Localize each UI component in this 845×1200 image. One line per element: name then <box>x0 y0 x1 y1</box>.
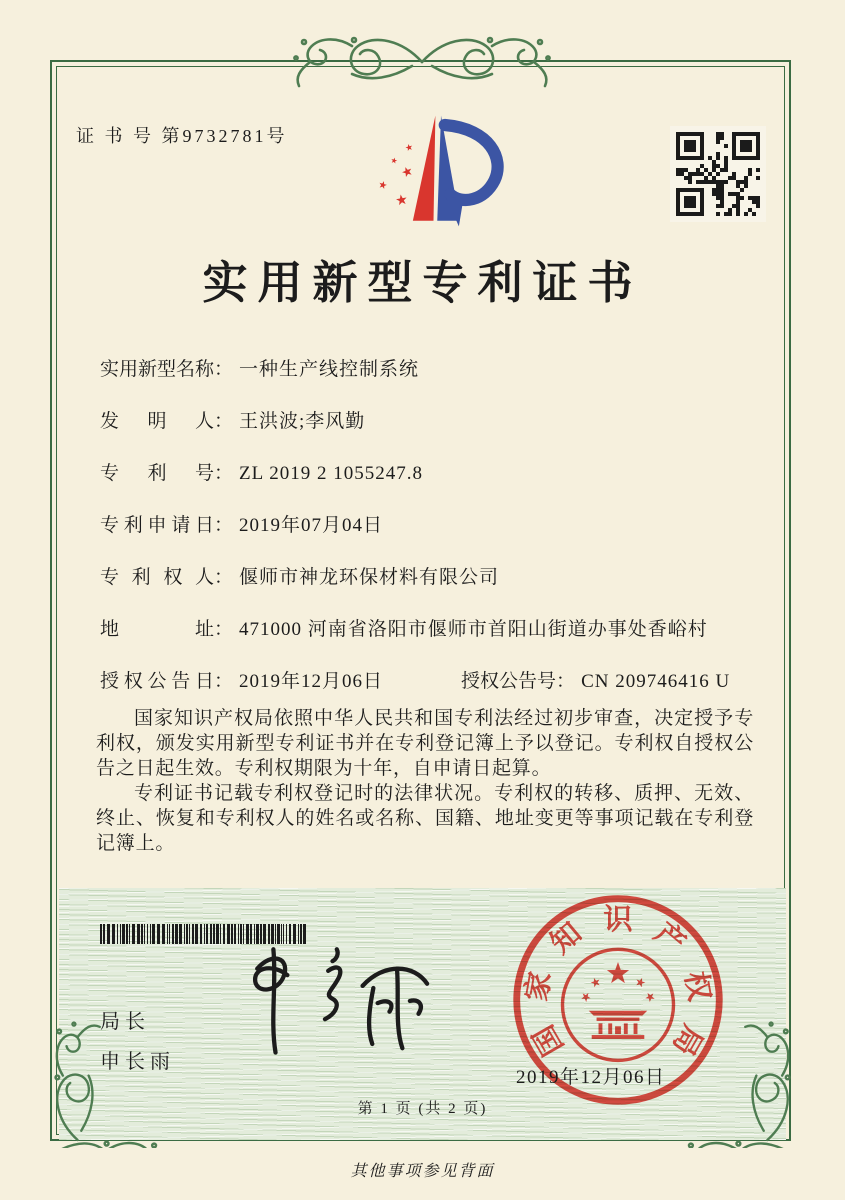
field-label: 专利号 <box>100 463 214 484</box>
field-value: 偃师市神龙环保材料有限公司 <box>239 567 500 588</box>
field-row: 专利号 ： ZL 2019 2 1055247.8 <box>100 463 424 484</box>
handwritten-signature-icon <box>225 938 440 1066</box>
signer-block <box>100 1002 175 1082</box>
field-value: ZL 2019 2 1055247.8 <box>239 463 424 484</box>
logo-stars-icon <box>378 143 413 205</box>
grant-number-label: 授权公告号 <box>461 671 557 692</box>
field-row: 实用新型名称 ： 一种生产线控制系统 <box>100 359 420 380</box>
svg-text:局: 局 <box>665 1019 709 1061</box>
grant-number: CN 209746416 U <box>581 671 731 692</box>
field-label: 专利权人 <box>100 567 214 588</box>
signer-name: 申长雨 <box>100 1051 175 1073</box>
qr-code-icon <box>670 126 766 222</box>
svg-text:知: 知 <box>544 916 588 961</box>
field-row: 地址 ： 471000 河南省洛阳市偃师市首阳山街道办事处香峪村 <box>100 619 708 640</box>
grant-date-label: 授权公告日 <box>100 671 214 692</box>
field-value: 471000 河南省洛阳市偃师市首阳山街道办事处香峪村 <box>239 619 708 640</box>
field-label: 发明人 <box>100 411 214 432</box>
cnipa-logo-icon <box>348 110 504 232</box>
svg-text:产: 产 <box>648 916 692 961</box>
paragraph: 国家知识产权局依照中华人民共和国专利法经过初步审查，决定授予专利权，颁发实用新型专利证书并在专利登记簿上予以登记。专利权自授权公告之日起生效。专利权期限为十年，自申请日起算。 <box>96 708 754 779</box>
grant-row: 授权公告日 ： 2019年12月06日 授权公告号 ： CN 209746416 U <box>100 671 731 692</box>
china-national-emblem-icon <box>562 949 673 1060</box>
paragraph: 专利证书记载专利权登记时的法律状况。专利权的转移、质押、无效、终止、恢复和专利权人的姓名或名称、国籍、地址变更等事项记载在专利登记簿上。 <box>96 783 754 854</box>
field-row: 专利权人 ： 偃师市神龙环保材料有限公司 <box>100 567 500 588</box>
field-value: 一种生产线控制系统 <box>239 359 420 380</box>
seal-date: 2019年12月06日 <box>516 1067 666 1088</box>
field-label: 专利申请日 <box>100 515 214 536</box>
legal-text <box>96 706 754 856</box>
field-label: 地址 <box>100 619 214 640</box>
svg-text:家: 家 <box>520 969 558 1004</box>
certificate-number: 证 书 号 第9732781号 <box>76 126 288 146</box>
field-list <box>100 358 760 722</box>
signer-title: 局长 <box>100 1011 150 1033</box>
grant-date: 2019年12月06日 <box>239 671 384 692</box>
certificate-title: 实用新型专利证书 <box>202 258 643 308</box>
field-value: 2019年07月04日 <box>239 515 384 536</box>
field-label: 实用新型名称 <box>100 359 215 380</box>
svg-text:识: 识 <box>603 904 633 937</box>
page-number: 第 1 页 (共 2 页) <box>357 1101 488 1117</box>
back-note: 其他事项参见背面 <box>350 1163 495 1180</box>
field-row: 专利申请日 ： 2019年07月04日 <box>100 515 384 536</box>
tiananmen-gate-icon <box>589 1011 647 1039</box>
svg-text:国: 国 <box>527 1019 571 1061</box>
svg-text:权: 权 <box>678 969 716 1004</box>
field-value: 王洪波;李风勤 <box>239 411 366 432</box>
field-row: 发明人 ： 王洪波;李风勤 <box>100 411 366 432</box>
